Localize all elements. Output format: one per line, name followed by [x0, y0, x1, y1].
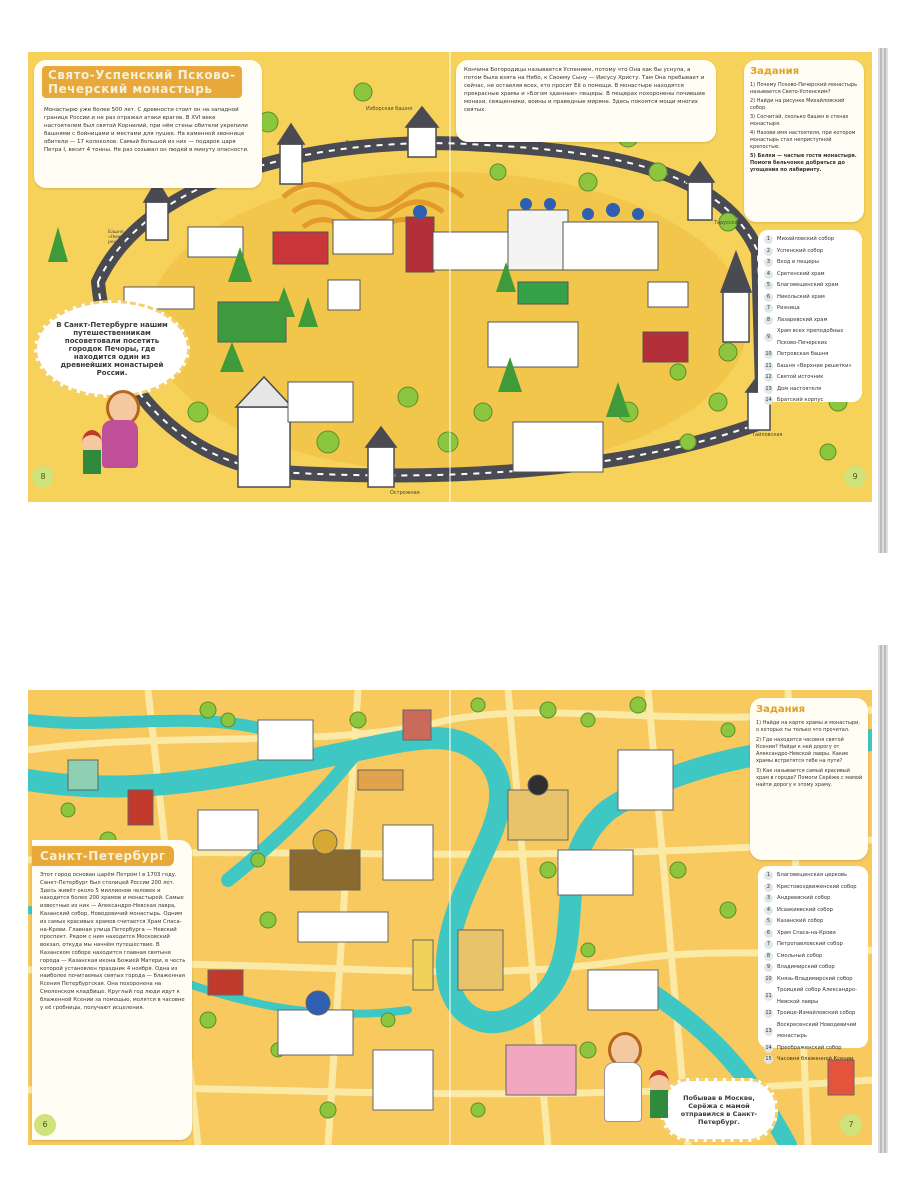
legend-label: Казанский собор — [777, 918, 824, 924]
legend-item — [764, 384, 856, 396]
legend-number: 11 — [765, 362, 772, 369]
task-item: 2) Где находится часовня святой Ксении? Найди к ней дорогу от Александро-Невской лавры. Какие храмы встретятся тебе на пути? — [756, 737, 849, 764]
legend-label: Троицкий собор Александро-Невской лавры — [777, 987, 857, 1005]
legend-item — [764, 349, 856, 361]
legend-number: 2 — [764, 247, 773, 256]
legend-number: 14 — [765, 1044, 772, 1051]
kazan-cathedral — [298, 912, 388, 942]
legend-number: 4 — [764, 270, 773, 279]
legend-label: Ризница — [777, 305, 800, 311]
page-title-line1: Свято-Успенский Псково- — [48, 68, 236, 82]
legend-number: 15 — [765, 1056, 772, 1063]
title-card — [32, 840, 192, 1140]
map-label: Изборская башня — [366, 106, 413, 112]
church — [288, 382, 353, 422]
legend-number: 10 — [765, 351, 772, 358]
boy-character — [646, 1070, 672, 1122]
legend-number: 6 — [764, 293, 773, 302]
legend-item — [764, 951, 862, 963]
legend-number: 4 — [764, 906, 773, 915]
legend-number: 9 — [764, 963, 773, 972]
legend-number: 11 — [765, 993, 772, 999]
legend-label: Благовещенская церковь — [777, 872, 848, 878]
page-number-left: 6 — [34, 1114, 56, 1136]
page-edge — [878, 48, 888, 553]
legend-item — [764, 893, 862, 905]
church — [506, 1045, 576, 1095]
isaac-cathedral — [290, 850, 360, 890]
bubble-text: В Санкт-Петербурге нашим путешественникам посоветовали посетить городок Печоры, где находится один из древнейших монастырей России. — [56, 321, 168, 377]
legend-number: 5 — [764, 281, 773, 290]
page-number-left: 8 — [32, 466, 54, 488]
legend-label: Преображенский собор — [777, 1044, 842, 1051]
legend-number: 7 — [764, 940, 773, 949]
legend-item — [764, 870, 862, 882]
cathedral — [563, 222, 658, 270]
map-label: Тарусская — [714, 220, 741, 226]
intro-text: Этот город основан царём Петром I в 1703 году. Санкт-Петербург был столицей России 200 лет. Здесь живёт около 5 миллионов человек и находится более 200 храмов и монастырей. Самые известные из них — Александро-Невская лавра, Казанский собор, Новодевичий монастырь. Одним из самых красивых храмов считается Храм Спаса-на-Крови. Главная улица Петербурга — Невский проспект. Рядом с ним находится Московский вокзал, откуда мы начнём путешествие. В Казанском соборе находится главная святыня города — Казанская икона Божией Матери, в честь которой установлен праздник 4 ноября. Одна из наиболее почитаемых святых города — блаженная Ксения Петербургская. Она похоронена на Смоленском кладбище. Круглый год люди идут к блаженной Ксении за помощью, молятся в часовне у её гробницы, получают исцеления. — [40, 872, 186, 1011]
church — [458, 930, 503, 990]
legend-item — [764, 882, 862, 894]
legend-number: 14 — [765, 397, 772, 404]
task-item: 4) Назови имя настоятеля, при котором монастырь стал неприступной крепостью. — [750, 130, 856, 150]
legend-label: Успенский собор — [777, 247, 824, 254]
legend-number: 12 — [765, 1010, 772, 1017]
legend-label: Храм всех преподобных Псково-Печерских — [777, 328, 844, 346]
task-item: 3) Как называется самый красивый храм в городе? Помоги Серёже с мамой найти дорогу к этому храму. — [756, 768, 863, 788]
legend-number: 8 — [764, 316, 773, 325]
info-bubble — [34, 300, 190, 398]
legend-label: Владимирский собор — [777, 964, 835, 970]
legend-number: 1 — [764, 235, 773, 244]
legend-item — [764, 246, 856, 258]
monastery-spread — [28, 52, 872, 502]
building — [188, 227, 243, 257]
tasks-list — [750, 82, 860, 174]
church — [588, 970, 658, 1010]
church — [558, 850, 633, 895]
legend-item — [764, 395, 856, 407]
legend-number: 13 — [765, 1027, 772, 1034]
legend-label: Братский корпус — [777, 397, 824, 403]
gate-tower — [238, 407, 290, 487]
legend-item — [764, 303, 856, 315]
map-label: Башня «Нижние решётки» — [108, 230, 132, 245]
mother-character — [100, 390, 140, 470]
tower — [280, 144, 302, 184]
legend-number: 10 — [765, 975, 772, 982]
tower — [723, 292, 749, 342]
title-banner — [32, 846, 174, 866]
info-bubble — [660, 1078, 778, 1142]
legend-label: Смольный собор — [777, 952, 823, 959]
building — [208, 970, 243, 995]
legend-label: Петровская башня — [777, 351, 829, 357]
legend-item — [764, 280, 856, 292]
legend-label: Лазаревский храм — [777, 316, 828, 323]
building — [643, 332, 688, 362]
legend-label: Михайловский собор — [777, 236, 835, 242]
intro-text: Монастырю уже более 500 лет. С древности стоит он на западной границе России и не раз отражал атаки врагов. В XVI веке настоятелем был святой Корнилий, при нём стены обители укрепили башнями с бойницами и местами для пушек. На каменной звоннице обители — 17 колоколов. Самый большой из них — подарок царя Петра I, весит 4 тонны. Не раз созывал он людей в минуту опасности. — [44, 107, 249, 153]
legend-label: Андреевский собор — [777, 895, 831, 901]
task-item: 3) Сосчитай, сколько башен в стенах монастыря. — [750, 114, 849, 127]
story-card — [456, 60, 716, 142]
legend-number: 5 — [764, 917, 773, 926]
legend-number: 8 — [764, 952, 773, 961]
legend-item — [764, 974, 862, 986]
legend-item — [764, 269, 856, 281]
map-label: Тайловская — [752, 432, 783, 438]
page-title-line2: Печерский монастырь — [48, 82, 213, 96]
church — [513, 422, 603, 472]
tower — [146, 202, 168, 240]
chapel — [68, 760, 98, 790]
smolny-cathedral — [618, 750, 673, 810]
legend-item — [764, 326, 856, 349]
legend-label: Троице-Измайловский собор — [777, 1010, 856, 1016]
legend-label: Князь-Владимирский собор — [777, 975, 853, 982]
legend-label: Храм Спаса-на-Крови — [777, 929, 836, 936]
pavilion — [518, 282, 568, 304]
building — [488, 322, 578, 367]
page-number-right: 9 — [844, 466, 866, 488]
title-banner — [42, 66, 242, 98]
building — [403, 710, 431, 740]
legend-label: Исаакиевский собор — [777, 906, 833, 913]
page-title: Санкт-Петербург — [40, 849, 166, 863]
chapel — [328, 280, 360, 310]
building — [128, 790, 153, 825]
story-text: Кончина Богородицы называется Успением, потому что Она как бы уснула, а потом была взята на Небо, к Своему Сыну — Иисусу Христу. Там Она пребывает и сейчас, не оставляя всех, кто просит Её о помощи. В монастыре находятся прекрасные храмы и «Богом зданные» пещеры. В пещерах похоронены почившие монахи, священники, воины и праведные миряне. Здесь покоятся мощи многих святых. — [464, 67, 706, 113]
legend-label: Сретенский храм — [777, 270, 825, 277]
task-item: 1) Найди на карте храмы и монастыри, о которых ты только что прочитал. — [756, 720, 860, 733]
legend-item — [764, 361, 856, 373]
trinity-cathedral — [278, 1010, 353, 1055]
legend-item — [764, 372, 856, 384]
building — [218, 302, 286, 342]
legend-item — [764, 257, 856, 269]
cathedral — [508, 210, 568, 270]
belfry — [406, 217, 434, 272]
legend-number: 7 — [764, 304, 773, 313]
fortress — [358, 770, 403, 790]
legend-number: 3 — [764, 894, 773, 903]
map-label: Благовещенская — [346, 140, 391, 146]
legend-label: Петропавловский собор — [777, 941, 843, 947]
legend-item — [764, 234, 856, 246]
church — [258, 720, 313, 760]
tower — [688, 182, 712, 220]
legend-number: 1 — [764, 871, 773, 880]
legend-item — [764, 1008, 862, 1020]
church — [508, 790, 568, 840]
tasks-list — [756, 720, 864, 789]
church — [198, 810, 258, 850]
building — [648, 282, 688, 307]
legend — [758, 866, 868, 1063]
legend-number: 9 — [764, 333, 773, 342]
legend-label: Крестовоздвиженский собор — [777, 883, 857, 890]
building — [333, 220, 393, 254]
legend-item — [764, 985, 862, 1008]
legend-item — [764, 905, 862, 917]
legend-label: Башня «Верхние решетки» — [777, 362, 852, 369]
legend-item — [764, 939, 862, 951]
tasks-card — [750, 698, 868, 860]
legend-label: Дом настоятеля — [777, 385, 822, 392]
tower — [408, 127, 436, 157]
task-item: 1) Почему Псково-Печерский монастырь называется Свято-Успенским? — [750, 82, 858, 95]
legend-item — [764, 315, 856, 327]
mother-character — [600, 1032, 644, 1124]
petersburg-spread — [28, 690, 872, 1145]
legend-item — [764, 1020, 862, 1043]
legend-number: 12 — [765, 374, 772, 381]
map-label: Острожная — [390, 490, 420, 496]
legend-label: Вход в пещеры — [777, 259, 819, 265]
tower — [368, 447, 394, 487]
tasks-title: Задания — [756, 704, 806, 715]
tasks-card — [744, 60, 864, 222]
legend-label: Никольский храм — [777, 293, 825, 300]
legend-label: Благовещенский храм — [777, 282, 839, 288]
legend-number: 6 — [764, 929, 773, 938]
boy-character — [80, 430, 104, 475]
page-number-right: 7 — [840, 1114, 862, 1136]
legend — [758, 230, 862, 402]
task-item: 5) Белки — частые гости монастыря. Помоги бельчонке добраться до угощения по лабиринту. — [750, 153, 857, 173]
legend-label: Святой источник — [777, 374, 824, 380]
legend-label: Часовня блаженной Ксении — [777, 1056, 854, 1062]
legend-label: Воскресенский Новодевичий монастырь — [777, 1021, 857, 1039]
legend-item — [764, 928, 862, 940]
task-item: 2) Найди на рисунке Михайловский собор. — [750, 98, 845, 111]
title-card — [34, 60, 262, 188]
legend-item — [764, 916, 862, 928]
belfry — [413, 940, 433, 990]
legend-number: 2 — [764, 883, 773, 892]
legend-item — [764, 962, 862, 974]
building — [273, 232, 328, 264]
building — [433, 232, 513, 270]
legend-number: 13 — [765, 385, 772, 392]
church — [373, 1050, 433, 1110]
church — [383, 825, 433, 880]
legend-item — [764, 292, 856, 304]
tasks-title: Задания — [750, 66, 800, 77]
page-edge — [878, 645, 888, 1153]
legend-number: 3 — [764, 258, 773, 267]
legend-item — [764, 1054, 862, 1066]
bubble-text: Побывав в Москве, Серёжа с мамой отправился в Санкт-Петербург. — [680, 1094, 758, 1126]
legend-item — [764, 1043, 862, 1055]
